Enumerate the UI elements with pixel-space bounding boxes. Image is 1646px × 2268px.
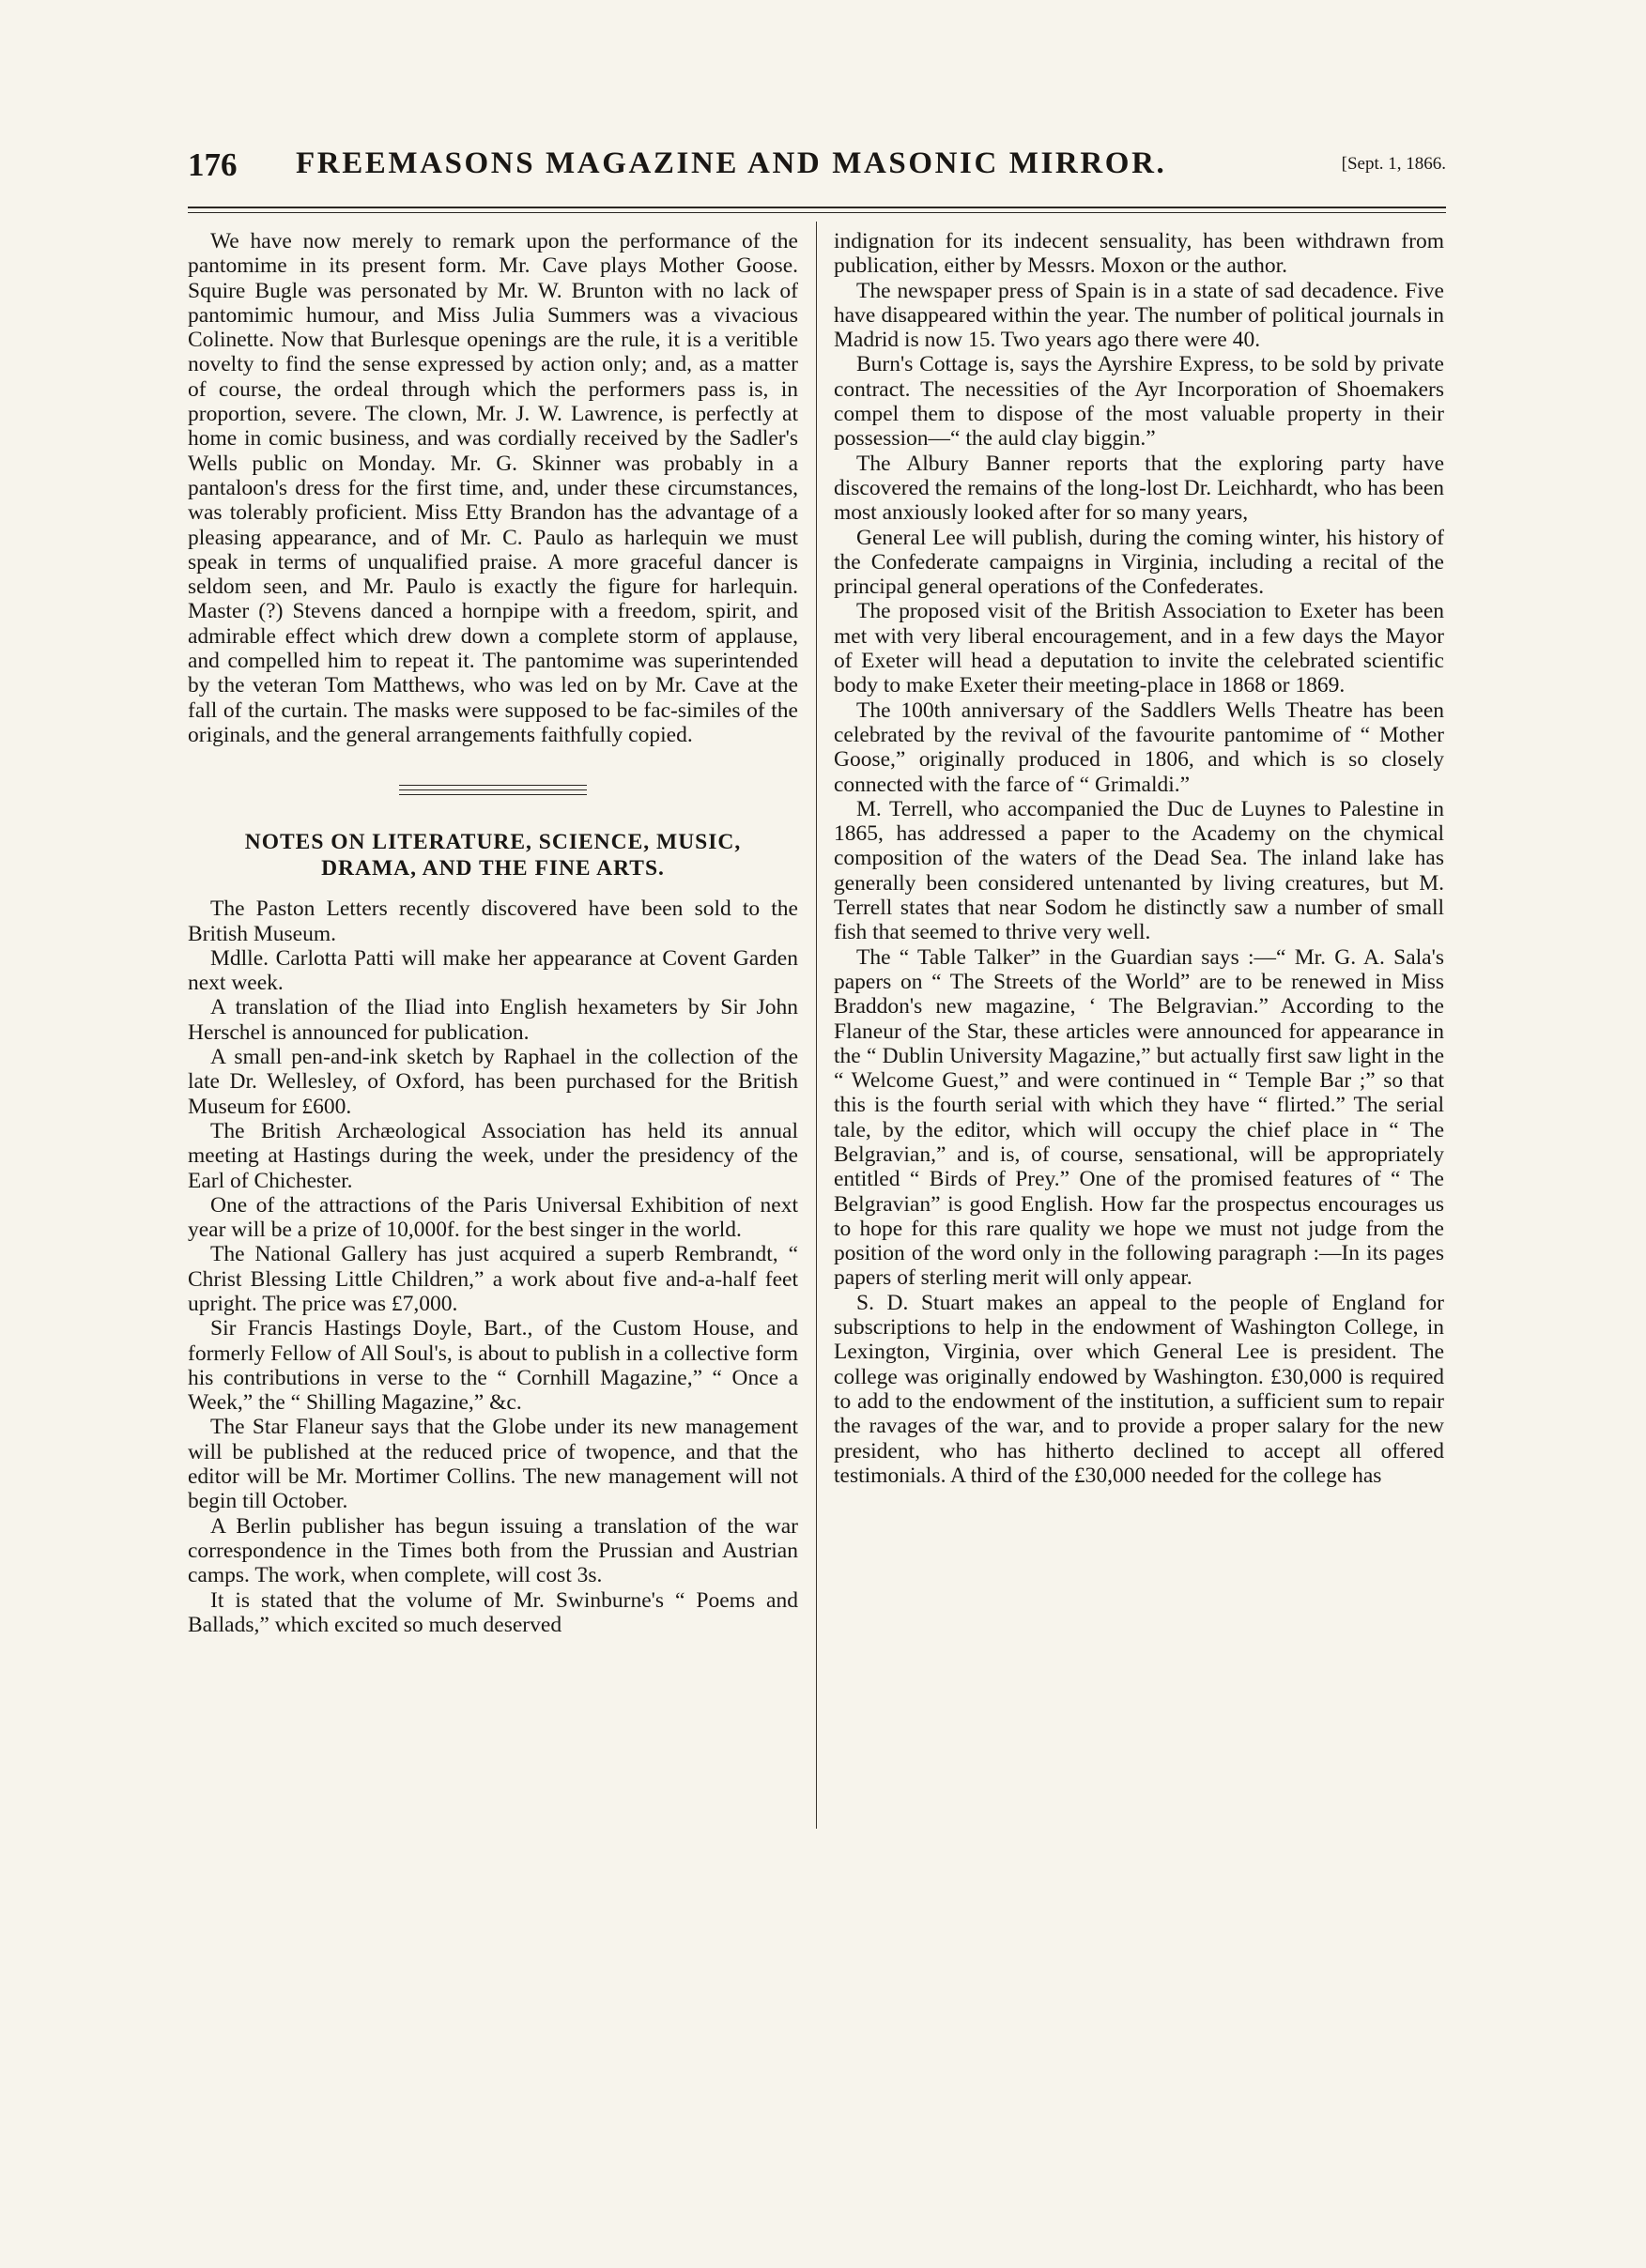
section-divider — [399, 785, 587, 795]
note-paragraph: The Star Flaneur says that the Globe under its new management will be published at the reduced price of twopence, and that the editor will be Mr. Mortimer Collins. The new management will not begin till October. — [188, 1415, 798, 1514]
right-column — [834, 229, 1444, 1827]
note-paragraph: M. Terrell, who accompanied the Duc de Luynes to Palestine in 1865, has addressed a paper to the Academy on the chymical composition of the waters of the Dead Sea. The inland lake has generally been considered untenanted by living creatures, but M. Terrell states that near Sodom he distinctly saw a number of small fish that seemed to thrive very well. — [834, 796, 1444, 945]
note-paragraph: A Berlin publisher has begun issuing a translation of the war correspondence in the Times both from the Prussian and Austrian camps. The work, when complete, will cost 3s. — [188, 1513, 798, 1588]
note-paragraph: The Paston Letters recently discovered have been sold to the British Museum. — [188, 896, 798, 946]
note-paragraph: The 100th anniversary of the Saddlers Wells Theatre has been celebrated by the revival of the favourite pantomime of “ Mother Goose,” originally produced in 1806, and which is so closely connected with the farce of “ Grimaldi.” — [834, 697, 1444, 797]
header-rule-thin — [188, 212, 1446, 213]
note-paragraph: The National Gallery has just acquired a superb Rembrandt, “ Christ Blessing Little Children,” a work about five and-a-half feet upright. The price was £7,000. — [188, 1242, 798, 1316]
note-paragraph: A small pen-and-ink sketch by Raphael in the collection of the late Dr. Wellesley, of Oxford, has been purchased for the British Museum for £600. — [188, 1045, 798, 1119]
page-number: 176 — [188, 146, 238, 183]
note-paragraph: The Albury Banner reports that the exploring party have discovered the remains of the long-lost Dr. Leichhardt, who has been most anxiously looked after for so many years, — [834, 451, 1444, 526]
note-paragraph: The proposed visit of the British Association to Exeter has been met with very liberal encouragement, and in a few days the Mayor of Exeter will head a deputation to invite the celebrated scientific body to make Exeter their meeting-place in 1868 or 1869. — [834, 599, 1444, 698]
note-paragraph: The “ Table Talker” in the Guardian says :—“ Mr. G. A. Sala's papers on “ The Streets of the World” are to be renewed in Miss Braddon's new magazine, ‘ The Belgravian.” According to the Flaneur of the Star, these articles were announced for appearance in the “ Dublin University Magazine,” but actually first saw light in the “ Welcome Guest,” and were continued in “ Temple Bar ;” so that this is the fourth serial with which they have “ flirted.” The serial tale, by the editor, which will occupy the chief place in “ The Belgravian,” and is, of course, sensational, will be appropriately entitled “ Birds of Prey.” One of the promised features of “ The Belgravian” is good English. How far the prospectus encourages us to hope for this rare quality we hope we must not judge from the position of the word only in the following paragraph :—In its pages papers of sterling merit will only appear. — [834, 944, 1444, 1291]
note-paragraph: A translation of the Iliad into English hexameters by Sir John Herschel is announced for publication. — [188, 995, 798, 1045]
note-paragraph: Burn's Cottage is, says the Ayrshire Express, to be sold by private contract. The necessities of the Ayr Incorporation of Shoemakers compel them to dispose of the most valuable property in their possession—“ the auld clay biggin.” — [834, 352, 1444, 452]
note-paragraph: The British Archæological Association has held its annual meeting at Hastings during the week, under the presidency of the Earl of Chichester. — [188, 1118, 798, 1193]
note-paragraph: One of the attractions of the Paris Universal Exhibition of next year will be a prize of 10,000f. for the best singer in the world. — [188, 1192, 798, 1243]
note-paragraph: The newspaper press of Spain is in a state of sad decadence. Five have disappeared within the year. The number of political journals in Madrid is now 15. Two years ago there were 40. — [834, 278, 1444, 353]
running-title: FREEMASONS MAGAZINE AND MASONIC MIRROR. — [296, 146, 1167, 180]
left-column — [188, 229, 798, 1827]
note-paragraph: S. D. Stuart makes an appeal to the people of England for subscriptions to help in the endowment of Washington College, in Lexington, Virginia, over which General Lee is president. The college was originally endowed by Washington. £30,000 is required to add to the endowment of the institution, a sufficient sum to repair the ravages of the war, and to provide a proper salary for the new president, who has hitherto declined to accept all offered testimonials. A third of the £30,000 needed for the college has — [834, 1290, 1444, 1488]
note-paragraph: General Lee will publish, during the coming winter, his history of the Confederate campaigns in Virginia, including a recital of the principal general operations of the Confederates. — [834, 525, 1444, 600]
note-paragraph: Sir Francis Hastings Doyle, Bart., of the Custom House, and formerly Fellow of All Soul's, is about to publish in a collective form his contributions in verse to the “ Cornhill Magazine,” “ Once a Week,” the “ Shilling Magazine,” &c. — [188, 1316, 798, 1416]
running-header — [188, 139, 1446, 195]
pantomime-paragraph: We have now merely to remark upon the performance of the pantomime in its present form. Mr. Cave plays Mother Goose. Squire Bugle was personated by Mr. W. Brunton with no lack of pantomimic humour, and Miss Julia Summers was a vivacious Colinette. Now that Burlesque openings are the rule, it is a veritible novelty to find the sense expressed by action only; and, as a matter of course, the ordeal through which the performers pass is, in proportion, severe. The clown, Mr. J. W. Lawrence, is perfectly at home in comic business, and was cordially received by the Sadler's Wells public on Monday. Mr. G. Skinner was probably in a pantaloon's dress for the first time, and, under these circumstances, was tolerably proficient. Miss Etty Brandon has the advantage of a pleasing appearance, and of Mr. C. Paulo as harlequin we must speak in terms of unqualified praise. A more graceful dancer is seldom seen, and Mr. Paulo is exactly the figure for harlequin. Master (?) Stevens danced a hornpipe with a freedom, spirit, and admirable effect which drew down a complete storm of applause, and compelled him to repeat it. The pantomime was superintended by the veteran Tom Matthews, who was led on by Mr. Cave at the fall of the curtain. The masks were supposed to be fac-similes of the originals, and the general arrangements faithfully copied. — [188, 229, 798, 747]
note-paragraph: It is stated that the volume of Mr. Swinburne's “ Poems and Ballads,” which excited so much deserved — [188, 1587, 798, 1637]
header-rule — [188, 207, 1446, 208]
column-rule — [816, 222, 817, 1829]
section-heading: NOTES ON LITERATURE, SCIENCE, MUSIC, DRAMA, AND THE FINE ARTS. — [244, 830, 742, 881]
issue-date: [Sept. 1, 1866. — [1341, 154, 1446, 174]
note-paragraph-continued: indignation for its indecent sensuality, has been withdrawn from publication, either by Messrs. Moxon or the author. — [834, 229, 1444, 279]
note-paragraph: Mdlle. Carlotta Patti will make her appearance at Covent Garden next week. — [188, 945, 798, 996]
